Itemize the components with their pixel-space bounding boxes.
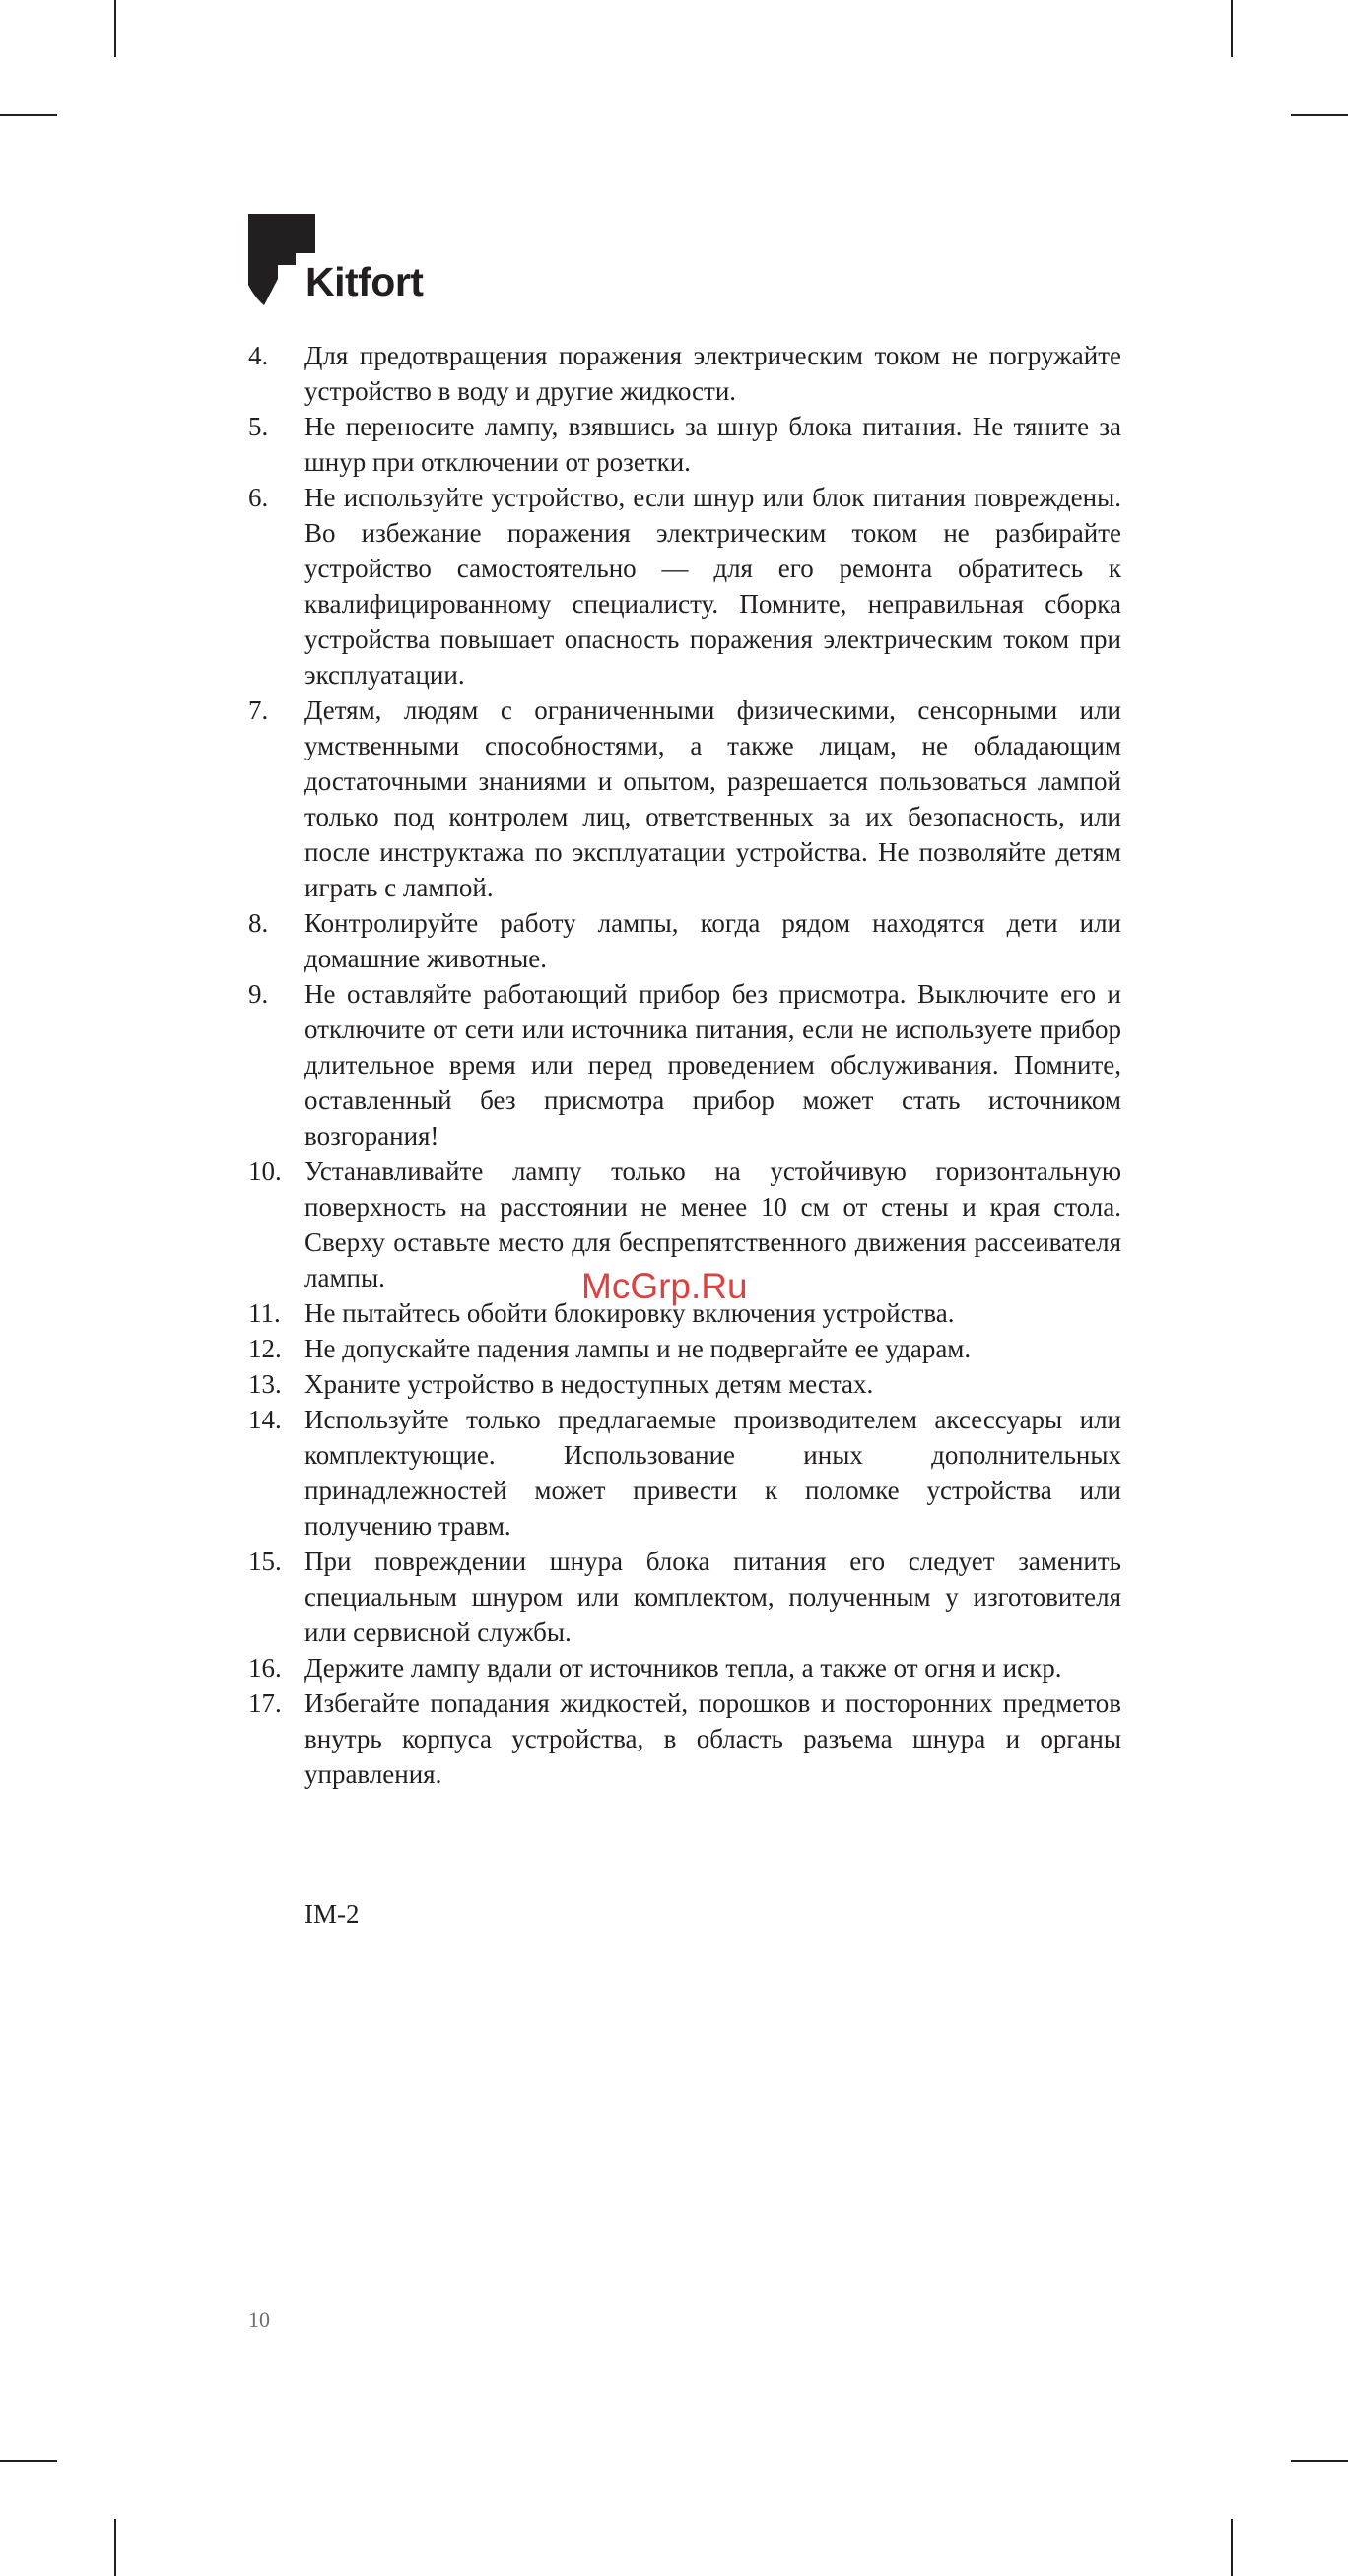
brand-name: Kitfort <box>305 259 424 304</box>
item-number: 9. <box>248 979 269 1009</box>
item-text: Не оставляйте работающий прибор без присмотра. Выключите его и отключите от сети или источника питания, если не используете прибор длительное время или перед проведением обслуживания. Помните, оставленный без присмотра прибор может стать источником возгорания! <box>304 979 1121 1151</box>
item-number: 15. <box>248 1547 282 1576</box>
crop-mark-top-right <box>1231 0 1233 57</box>
item-number: 17. <box>248 1688 282 1718</box>
crop-mark-bottom-right <box>1231 2519 1233 2576</box>
item-number: 10. <box>248 1156 282 1186</box>
list-item <box>248 409 1121 480</box>
item-text: Контролируйте работу лампы, когда рядом находятся дети или домашние животные. <box>304 908 1121 973</box>
item-number: 7. <box>248 695 269 725</box>
crop-mark-left-bottom <box>0 2460 57 2462</box>
item-text: При повреждении шнура блока питания его следует заменить специальным шнуром или комплектом, полученным у изготовителя или сервисной службы. <box>304 1547 1121 1647</box>
crop-mark-top-left <box>114 0 116 57</box>
item-text: Для предотвращения поражения электрическим током не погружайте устройство в воду и другие жидкости. <box>304 341 1121 406</box>
crop-mark-right-bottom <box>1291 2460 1348 2462</box>
item-number: 11. <box>248 1298 281 1328</box>
item-number: 5. <box>248 412 269 441</box>
item-text: Держите лампу вдали от источников тепла, а также от огня и искр. <box>304 1653 1062 1683</box>
item-number: 13. <box>248 1369 282 1399</box>
item-text: Не допускайте падения лампы и не подвергайте ее ударам. <box>304 1334 972 1363</box>
list-item <box>248 1650 1121 1685</box>
item-text: Избегайте попадания жидкостей, порошков и посторонних предметов внутрь корпуса устройства, в область разъема шнура и органы управления. <box>304 1688 1121 1789</box>
crop-mark-left-top <box>0 114 57 116</box>
item-number: 12. <box>248 1334 282 1363</box>
list-item <box>248 976 1121 1154</box>
list-item <box>248 1366 1121 1402</box>
item-text: Детям, людям с ограниченными физическими, сенсорными или умственными способностями, а также лицам, не обладающим достаточными знаниями и опытом, разрешается пользоваться лампой только под контролем лиц, ответственных за их безопасность, или после инструктажа по эксплуатации устройства. Не позволяйте детям играть с лампой. <box>304 695 1121 902</box>
item-text: Храните устройство в недоступных детям местах. <box>304 1369 874 1399</box>
list-item <box>248 1331 1121 1366</box>
watermark: McGrp.Ru <box>581 1266 748 1306</box>
item-number: 14. <box>248 1405 282 1434</box>
item-number: 4. <box>248 341 269 370</box>
list-item <box>248 1402 1121 1544</box>
crop-mark-right-top <box>1291 114 1348 116</box>
item-text: Не используйте устройство, если шнур или блок питания повреждены. Во избежание поражения электрическим током не разбирайте устройство самостоятельно — для его ремонта обратитесь к квалифицированному специалисту. Помните, неправильная сборка устройства повышает опасность поражения электрическим током при эксплуатации. <box>304 483 1121 690</box>
safety-instructions-list <box>248 338 1121 1792</box>
list-item <box>248 338 1121 409</box>
item-number: 16. <box>248 1653 282 1683</box>
list-item <box>248 905 1121 976</box>
item-text: Устанавливайте лампу только на устойчивую горизонтальную поверхность на расстоянии не менее 10 см от стены и края стола. Сверху оставьте место для беспрепятственного движения рассеивателя лампы. <box>304 1156 1121 1292</box>
item-text: Не пытайтесь обойти блокировку включения устройства. <box>304 1298 955 1328</box>
crop-mark-bottom-left <box>114 2519 116 2576</box>
item-number: 6. <box>248 483 269 512</box>
list-item <box>248 693 1121 905</box>
brand-logo <box>248 214 436 307</box>
item-number: 8. <box>248 908 269 938</box>
list-item <box>248 1544 1121 1650</box>
list-item <box>248 1685 1121 1792</box>
model-code: IM-2 <box>304 1899 360 1929</box>
page-number: 10 <box>248 2307 270 2332</box>
list-item <box>248 480 1121 693</box>
item-text: Не переносите лампу, взявшись за шнур блока питания. Не тяните за шнур при отключении от розетки. <box>304 412 1121 477</box>
item-text: Используйте только предлагаемые производителем аксессуары или комплектующие. Использование иных дополнительных принадлежностей может привести к поломке устройства или получению травм. <box>304 1405 1121 1541</box>
